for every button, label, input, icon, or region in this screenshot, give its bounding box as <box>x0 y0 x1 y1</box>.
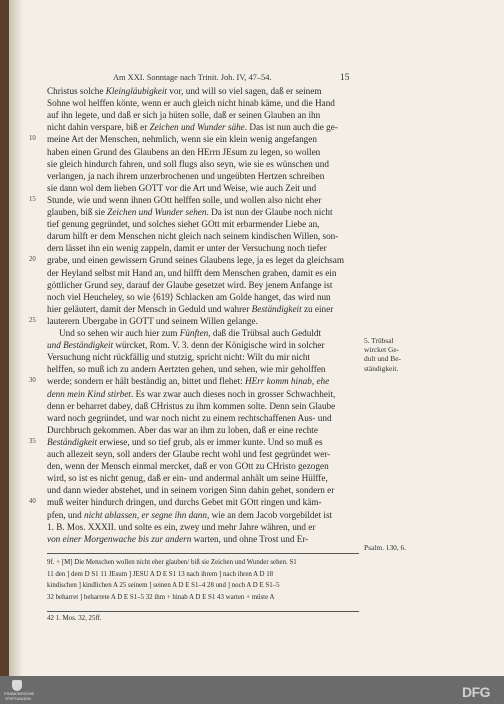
text-line: göttlicher Grund sey, darauf der Glaube gesetzet wird. Bey jenem Anfange ist <box>47 279 333 290</box>
text-line: der Heyland selbst mit Hand an, und hilfft dem Menschen graben, damit es ein <box>47 267 337 278</box>
apparatus-line: 9f. + [M] Die Menschen wollen nicht eher glauben/ biß sie Zeichen und Wunder sehen. S1 <box>47 559 297 566</box>
margin-note-line: dult und Be- <box>364 354 401 364</box>
footnote: 42 1. Mos. 32, 25ff. <box>47 615 102 622</box>
text-line: Durchbruch gekommen. Aber das war an ihm zu loben, daß er eine rechte <box>47 424 318 435</box>
line-number: 10 <box>29 135 36 143</box>
text-line: helffen, so muß ich zu andern Aertzten gehen, und sehen, wie mir geholffen <box>47 364 326 375</box>
text-line: nicht dahin verspare, biß er Zeichen und Wunder sähe. Das ist nun auch die ge- <box>47 122 338 133</box>
text-line: werde; sondern er hält beständig an, bittet und flehet: HErr komm hinab, ehe <box>47 376 330 387</box>
text-line: denn er beharret dabey, daß CHristus zu ihm kommen solte. Denn sein Glaube <box>47 400 336 411</box>
text-line: meine Art der Menschen, nehmlich, wenn sie ein klein wenig angefangen <box>47 134 317 145</box>
margin-note-line: 5. Trübsal <box>364 336 394 345</box>
dfg-logo[interactable]: DFG <box>462 684 491 700</box>
text-line: verlangen, ja nach ihrem unzerbrochenen und ungeübten Hertzen schreiben <box>47 170 325 181</box>
text-line: haben einen Grund des Glaubens an den HErrn JEsum zu legen, so wollen <box>47 146 321 157</box>
book-gutter <box>0 0 9 676</box>
text-line: hier geläutert, damit der Mensch in Geduld und wahrer Beständigkeit zu einer <box>47 303 334 314</box>
text-line: muß weiter hindurch dringen, und durchs Gebet mit GOtt ringen und käm- <box>47 497 322 508</box>
line-number: 15 <box>29 195 36 203</box>
text-line: lauterern Ubergabe in GOTT und seinem Willen gelange. <box>47 315 258 326</box>
footnote-rule <box>47 611 359 612</box>
text-line: den, wenn der Mensch einmal mercket, daß er von GOtt zu CHristo gezogen <box>47 461 329 472</box>
margin-note-line: wircket Ge- <box>364 345 400 355</box>
text-line: Stunde, wie und wenn ihnen GOtt helffen solle, und wollen also nicht eher <box>47 194 322 205</box>
text-line: auch allezeit seyn, soll anders der Glaube recht wohl und fest gegründet wer- <box>47 449 331 459</box>
library-logo[interactable] <box>4 680 35 702</box>
line-number: 20 <box>29 256 36 264</box>
apparatus-rule <box>47 553 359 554</box>
text-line: und Beständigkeit würcket, Rom. V. 3. denn der Königische wird in solcher <box>47 340 325 351</box>
text-line: glauben, biß sie Zeichen und Wunder sehen. Da ist nun der Glaube noch nicht <box>47 207 333 217</box>
apparatus-line: kindischen ] kindlichen A 25 seinem ] seinen A D E S1–4 28 und ] noch A D E S1–5 <box>47 582 280 589</box>
text-line: ward noch gegründet, und war noch nicht zu einem rechtschaffenen Aus- und <box>47 412 332 423</box>
page-number: 15 <box>340 73 350 83</box>
text-line: Sohne wol helffen könte, wenn er auch gleich nicht hinab käme, und die Hand <box>47 98 335 109</box>
text-line: pfen, und nicht ablassen, er segne ihn dann, wie an dem Jacob vorgebildet ist <box>47 509 333 520</box>
page-spine-shadow <box>9 0 23 676</box>
apparatus-line: 11 den ] dem D S1 11 JEsum ] JESU A D E S1 13 nach ihrem ] nach ihren A D 18 <box>47 570 274 578</box>
text-line: grabe, und einen gewissern Grund seines Glaubens lege, ja es leget da gleichsam <box>47 255 344 266</box>
line-number: 30 <box>29 377 36 385</box>
text-line: Beständigkeit erwiese, und so tief grub, als er immer kunte. Und so muß es <box>47 436 323 447</box>
book-page <box>9 0 504 676</box>
text-line: noch viel Heucheley, so wie ⟨619⟩ Schlacken am Golde hanget, das wird nun <box>47 291 331 302</box>
text-line: 1. B. Mos. XXXII. und solte es ein, zwey und mehr Jahre währen, und er <box>47 521 316 532</box>
apparatus-line: 32 beharret ] beharrete A D E S1–5 32 ihm + hinab A D E S1 43 warten + müste A <box>47 593 275 601</box>
line-number: 35 <box>29 437 36 445</box>
viewer-footer-bar <box>0 676 504 704</box>
line-number: 40 <box>29 498 36 506</box>
text-line: wird, so ist es nicht genug, daß er ein- und andermal anhält um seine Hülffe, <box>47 473 328 484</box>
margin-note-psalm: Psalm. 130, 6. <box>364 543 407 552</box>
text-line: dern lässet ihn ein wenig zappeln, damit er unter der Versuchung noch tiefer <box>47 243 327 254</box>
text-line: Christus solche Kleingläubigkeit vor, und will so viel sagen, daß er seinem <box>47 86 322 96</box>
text-line: sie gleich hindurch fahren, und soll flugs also seyn, wie sie es wünschen und <box>47 158 329 169</box>
line-number: 25 <box>29 316 36 324</box>
running-title: Am XXI. Sonntage nach Trinit. Joh. IV, 47–54. <box>113 73 272 82</box>
text-line: von einer Morgenwache bis zur andern warten, und ohne Trost und Er- <box>47 533 309 544</box>
text-line: und dann wieder abstehet, und in seinem vorigen Sinn dahin gehet, sondern er <box>47 485 335 496</box>
text-line: Und so sehen wir auch hier zum Fünften, daß die Trübsal auch Geduldt <box>59 328 322 338</box>
text-line: Versuchung nicht rückfällig und stutzig, spricht nicht: Wilt du mir nicht <box>47 352 311 363</box>
text-line: tief genung gegründet, und solches siehet GOtt mit erbarmender Liebe an, <box>47 219 320 230</box>
margin-note-line: ständigkeit. <box>364 363 399 373</box>
library-emblem-icon <box>12 680 22 691</box>
margin-note-trübsal <box>364 336 456 373</box>
text-line: sie dann wol dem lieben GOTT vor die Art und Weise, wie auch Zeit und <box>47 182 317 193</box>
library-logo-text: FRANCKESCHE STIFTUNGEN <box>4 691 35 701</box>
text-line: auf ihn legete, und daß er sich ja hüten solle, daß er seinen Glauben an ihn <box>47 110 321 121</box>
text-line: denn mein Kind stirbet. Es war zwar auch dieses noch in grosser Schwachheit, <box>47 388 336 399</box>
text-line: darum hilft er dem Menschen nicht gleich nach seinem kindischen Willen, son- <box>47 231 339 242</box>
